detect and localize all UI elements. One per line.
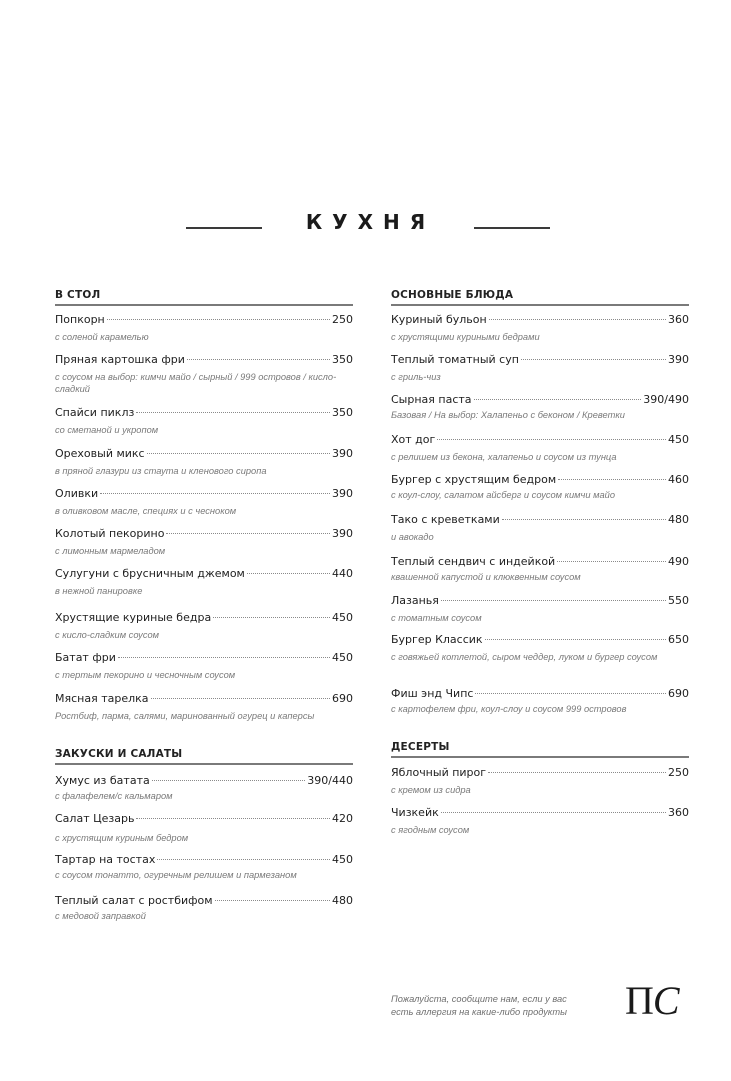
item-name: Сулугуни с брусничным джемом [55,567,245,580]
item-description: с говяжьей котлетой, сыром чеддер, луком и бургер соусом [391,652,658,662]
title-divider-right [474,227,550,229]
item-price: 360 [668,806,689,819]
item-price: 480 [332,894,353,907]
dot-leader [107,319,330,320]
page-header [0,210,731,240]
dot-leader [147,453,330,454]
item-name: Спайси пиклз [55,406,135,419]
allergy-note-line-2: есть аллергия на какие-либо продукты [391,1006,568,1017]
dot-leader [441,600,666,601]
dot-leader [521,359,666,360]
item-name: Бургер с хрустящим бедром [391,473,557,486]
dot-leader [136,818,330,819]
item-price: 360 [668,313,689,326]
menu-item [391,766,689,796]
item-description: с хрустящими куриными бедрами [391,332,540,342]
menu-item [55,853,353,881]
menu-item [391,555,689,583]
item-price: 480 [668,513,689,526]
dot-leader [558,479,666,480]
dot-leader [441,812,666,813]
item-name: Лазанья [391,594,439,607]
item-description: с картофелем фри, коул-слоу и соусом 999 островов [391,704,627,714]
item-name: Хот дог [391,433,436,446]
dot-leader [502,519,666,520]
dot-leader [100,493,330,494]
dot-leader [187,359,330,360]
menu-item [55,353,353,395]
item-description: с гриль-чиз [391,372,441,382]
dot-leader [118,657,330,658]
menu-item [55,487,353,517]
allergy-note-line-1: Пожалуйста, сообщите нам, если у вас [391,994,567,1004]
dot-leader [136,412,330,413]
section-divider [55,304,353,306]
section-title: В СТОЛ [55,289,101,301]
section-v-stol [55,289,353,306]
dot-leader [213,617,330,618]
item-price: 350 [332,406,353,419]
item-name: Батат фри [55,651,116,664]
section-osnovnye-blyuda [391,289,689,306]
page-title: КУХНЯ [305,210,436,234]
item-name: Хрустящие куриные бедра [55,611,212,624]
dot-leader [166,533,330,534]
dot-leader [151,698,330,699]
item-price: 450 [332,611,353,624]
menu-item [391,594,689,624]
section-title: ДЕСЕРТЫ [391,741,450,753]
item-price: 490 [668,555,689,568]
item-description: с лимонным мармеладом [55,546,166,556]
section-divider [55,763,353,765]
item-price: 350 [332,353,353,366]
menu-item [55,692,353,722]
item-price: 450 [332,651,353,664]
item-name: Сырная паста [391,393,472,406]
menu-item [391,513,689,543]
section-zakuski-i-salaty [55,748,353,765]
dot-leader [474,399,642,400]
item-description: с релишем из бекона, халапеньо и соусом из тунца [391,452,617,462]
allergy-note [391,993,611,1018]
menu-item [55,406,353,436]
item-description: с кисло-сладким соусом [55,630,160,640]
item-description: Базовая / На выбор: Халапеньо с беконом / Креветки [391,410,625,420]
item-description: с коул-слоу, салатом айсберг и соусом кимчи майо [391,490,616,500]
item-description: с соленой карамелью [55,332,149,342]
item-description: с кремом из сидра [391,785,471,795]
logo-letter-p: П [625,978,654,1023]
dot-leader [157,859,330,860]
item-description: в пряной глазури из стаута и кленового сиропа [55,466,267,476]
item-price: 390 [332,527,353,540]
item-price: 250 [668,766,689,779]
item-name: Попкорн [55,313,105,326]
logo-letter-c: С [652,978,680,1023]
menu-item [55,527,353,557]
item-description: с медовой заправкой [55,911,146,921]
item-description: Ростбиф, парма, салями, маринованный огурец и каперсы [55,711,315,721]
item-price: 460 [668,473,689,486]
item-description: с соусом на выбор: кимчи майо / сырный / 999 островов / кисло-сладкий [55,372,337,394]
menu-item [391,353,689,383]
item-description: в оливковом масле, специях и с чесноком [55,506,237,516]
item-name: Теплый томатный суп [391,353,519,366]
menu-item [391,313,689,343]
item-description: с соусом тонатто, огуречным релишем и пармезаном [55,870,297,880]
item-description: со сметаной и укропом [55,425,159,435]
dot-leader [475,693,666,694]
dot-leader [152,780,306,781]
section-divider [391,304,689,306]
item-description: с ягодным соусом [391,825,470,835]
item-name: Куриный бульон [391,313,487,326]
section-divider [391,756,689,758]
item-price: 390/490 [643,393,689,406]
menu-item [391,433,689,463]
menu-item [55,894,353,922]
dot-leader [485,639,666,640]
menu-item [391,393,689,421]
item-name: Тако с креветками [391,513,500,526]
item-price: 450 [668,433,689,446]
menu-item [55,313,353,343]
brand-logo [625,978,680,1023]
section-title: ЗАКУСКИ И САЛАТЫ [55,748,183,760]
item-price: 390/440 [307,774,353,787]
menu-item [55,611,353,641]
section-title: ОСНОВНЫЕ БЛЮДА [391,289,514,301]
menu-item [391,806,689,836]
menu-item [55,447,353,477]
item-name: Теплый сендвич с индейкой [391,555,556,568]
item-name: Яблочный пирог [391,766,487,779]
item-price: 390 [332,447,353,460]
menu-item [391,633,689,663]
dot-leader [488,772,666,773]
menu-item [391,473,689,501]
menu-item [55,651,353,681]
item-name: Пряная картошка фри [55,353,185,366]
item-description: с фалафелем/с кальмаром [55,791,173,801]
item-price: 390 [332,487,353,500]
dot-leader [215,900,330,901]
item-name: Колотый пекорино [55,527,165,540]
item-price: 690 [668,687,689,700]
item-price: 550 [668,594,689,607]
item-name: Оливки [55,487,99,500]
dot-leader [489,319,666,320]
item-name: Чизкейк [391,806,439,819]
item-description: с томатным соусом [391,613,482,623]
item-description: в нежной панировке [55,586,143,596]
menu-item [391,687,689,715]
item-description: и авокадо [391,532,434,542]
menu-item [55,774,353,802]
item-description: с хрустящим куриным бедром [55,833,189,843]
item-price: 420 [332,812,353,825]
dot-leader [247,573,330,574]
menu-item [55,567,353,597]
item-price: 690 [332,692,353,705]
item-description: квашенной капустой и клюквенным соусом [391,572,581,582]
item-name: Бургер Классик [391,633,483,646]
item-name: Мясная тарелка [55,692,149,705]
item-name: Ореховый микс [55,447,145,460]
item-price: 250 [332,313,353,326]
item-price: 440 [332,567,353,580]
item-name: Теплый салат с ростбифом [55,894,213,907]
dot-leader [437,439,666,440]
menu-item [55,812,353,844]
section-deserty [391,741,689,758]
item-price: 650 [668,633,689,646]
dot-leader [557,561,666,562]
item-name: Хумус из батата [55,774,150,787]
item-name: Салат Цезарь [55,812,135,825]
item-price: 450 [332,853,353,866]
item-price: 390 [668,353,689,366]
item-description: с тертым пекорино и чесночным соусом [55,670,236,680]
item-name: Тартар на тостах [55,853,156,866]
item-name: Фиш энд Чипс [391,687,474,700]
